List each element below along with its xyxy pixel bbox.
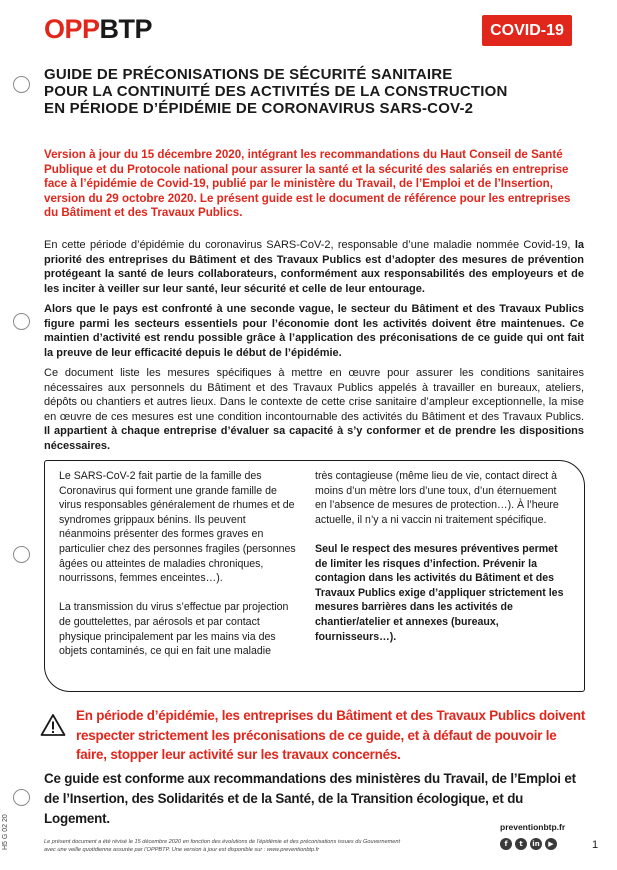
- linkedin-icon[interactable]: in: [530, 838, 542, 850]
- info-box-right-column: [315, 469, 570, 659]
- social-links: [500, 838, 557, 850]
- info-bold-text: Seul le respect des mesures préventives permet de limiter les risques d’infection. Prévenir la contagion dans les activités du Bâtiment et des Travaux Publics exige d’appliquer strictement les mesures barrières dans les activités de chantier/atelier et annexes (bureaux, fournisseurs…).: [315, 542, 564, 643]
- page-title: [44, 66, 584, 117]
- title-line: EN PÉRIODE D’ÉPIDÉMIE DE CORONAVIRUS SARS-COV-2: [44, 100, 474, 117]
- punch-hole-icon: [13, 789, 30, 806]
- title-line: GUIDE DE PRÉCONISATIONS DE SÉCURITÉ SANITAIRE: [44, 66, 453, 83]
- facebook-icon[interactable]: f: [500, 838, 512, 850]
- paragraph-measures: [44, 366, 584, 454]
- title-line: POUR LA CONTINUITÉ DES ACTIVITÉS DE LA CONSTRUCTION: [44, 83, 508, 100]
- punch-hole-icon: [13, 546, 30, 563]
- paragraph-second-wave: Alors que le pays est confronté à une seconde vague, le secteur du Bâtiment et des Travaux Publics figure parmi les secteurs essentiels pour l’économie dont les activités doivent être maintenues. Ce maintien d’activité est rendu possible grâce à l’application des préconisations de ce guide qui ont fait la preuve de leur efficacité depuis le début de l’épidémie.: [44, 303, 584, 359]
- paragraph-bold-text: Il appartient à chaque entreprise d’évaluer sa capacité à s’y conformer et de prendre les dispositions nécessaires.: [44, 425, 584, 452]
- info-text: La transmission du virus s’effectue par projection de gouttelettes, par aérosols et par contact physique principalement par les mains via des objets contaminés, ce qui en fait une maladie: [59, 601, 289, 658]
- virus-info-box: [44, 460, 585, 692]
- warning-icon: [40, 713, 66, 737]
- reference-code: H5 G 02 20: [2, 814, 9, 850]
- punch-hole-icon: [13, 76, 30, 93]
- info-box-left-column: [59, 469, 299, 673]
- paragraph-text: En cette période d’épidémie du coronavirus SARS-CoV-2, responsable d’une maladie nommée Covid-19,: [44, 239, 575, 251]
- paragraph-text: Ce document liste les mesures spécifiques à mettre en œuvre pour assurer les conditions sanitaires nécessaires aux personnels du Bâtiment et des Travaux Publics appelés à travailler en bureaux, ateliers, dépôts ou chantiers et autres lieux. Dans le contexte de cette crise sanitaire d’ampleur exceptionnelle, la mise en œuvre de ces mesures est une condition incontournable des activités du Bâtiment et des Travaux Publics.: [44, 367, 584, 423]
- page-number: 1: [592, 839, 599, 851]
- logo-btp: BTP: [99, 14, 153, 44]
- paragraph-bold-text: la priorité des entreprises du Bâtiment et des Travaux Publics est d’adopter des mesures de prévention protégeant la santé de leurs collaborateurs, conformément aux responsabilités des employeurs et de les inciter à veiller sur leur santé, leur sécurité et celle de leur entourage.: [44, 239, 584, 295]
- logo-opp: OPP: [44, 14, 100, 44]
- warning-text: En période d’épidémie, les entreprises du Bâtiment et des Travaux Publics doivent respecter strictement les préconisations de ce guide, et à défaut de pouvoir le faire, stopper leur activité sur les travaux concernés.: [76, 708, 586, 762]
- website-link[interactable]: preventionbtp.fr: [500, 822, 566, 832]
- punch-hole-icon: [13, 313, 30, 330]
- twitter-icon[interactable]: t: [515, 838, 527, 850]
- info-text: très contagieuse (même lieu de vie, contact direct à moins d’un mètre lors d’une toux, d’un éternuement en l’absence de mesures de protection…). À l’heure actuelle, il n’y a ni vaccin ni traitement spécifique.: [315, 470, 559, 526]
- paragraph-priority: [44, 238, 584, 296]
- footer-note: Le présent document a été révisé le 15 décembre 2020 en fonction des évolutions de l’épidémie et des préconisations issues du Gouvernement avec une veille quotidienne assurée par l’OPPBTP. Une version à jour est disponible sur : www.preventionbtp.fr: [44, 839, 401, 853]
- covid-badge: COVID-19: [482, 15, 572, 46]
- conformity-statement: Ce guide est conforme aux recommandations des ministères du Travail, de l’Emploi et de l’Insertion, des Solidarités et de la Santé, de la Transition écologique, et du Logement.: [44, 771, 576, 826]
- intro-version-text: Version à jour du 15 décembre 2020, intégrant les recommandations du Haut Conseil de Santé Publique et du Protocole national pour assurer la santé et la sécurité des salariés en entreprise face à l’épidémie de Covid-19, publié par le ministère du Travail, de l’Emploi et de l’Insertion, version du 29 octobre 2020. Le présent guide est le document de référence pour les entreprises du Bâtiment et des Travaux Publics.: [44, 148, 571, 220]
- info-text: Le SARS-CoV-2 fait partie de la famille des Coronavirus qui forment une grande famille de virus responsables généralement de rhumes et de syndromes grippaux bénins. Ils peuvent néanmoins présenter des formes graves en particulier chez des personnes fragiles (personnes âgées ou atteintes de maladies chroniques, nourrissons, femmes enceintes…).: [59, 470, 296, 585]
- youtube-icon[interactable]: ▶: [545, 838, 557, 850]
- oppbtp-logo: [44, 14, 152, 44]
- reference-code-wrap: [2, 814, 16, 870]
